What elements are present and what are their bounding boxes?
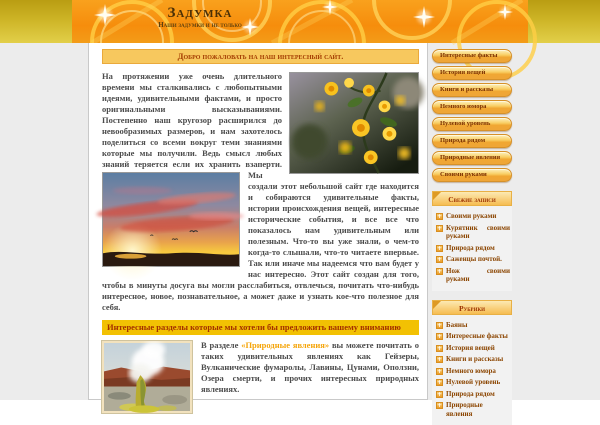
plus-bullet-icon: + [436, 356, 443, 363]
plus-bullet-icon: + [436, 345, 443, 352]
rubrics-widget [432, 300, 512, 425]
sidebar [432, 49, 512, 425]
recent-posts-title: Свежие записи [432, 191, 512, 206]
sidebar-button-handmade[interactable]: Своими руками [432, 168, 512, 182]
plus-bullet-icon: + [436, 225, 443, 232]
sidebar-button-natural-phenomena[interactable]: Природные явления [432, 151, 512, 165]
sidebar-button-zero-level[interactable]: Нулевой уровень [432, 117, 512, 131]
main-content [88, 43, 428, 400]
rubrics-title: Рубрики [432, 300, 512, 315]
sidebar-button-humor[interactable]: Немного юмора [432, 100, 512, 114]
sidebar-button-history-of-things[interactable]: История вещей [432, 66, 512, 80]
plus-bullet-icon: + [436, 333, 443, 340]
recent-post-link[interactable]: + Природа рядом [436, 244, 510, 253]
recent-posts-widget [432, 191, 512, 291]
rubric-link[interactable]: + История вещей [436, 344, 510, 353]
sidebar-button-interesting-facts[interactable]: Интересные факты [432, 49, 512, 63]
recent-post-link[interactable]: + Своими руками [436, 212, 510, 221]
plus-bullet-icon: + [436, 268, 443, 275]
welcome-banner: Добро пожаловать на наш интересный сайт. [102, 49, 419, 64]
rubric-link[interactable]: + Немного юмора [436, 367, 510, 376]
rubric-link[interactable]: + Интересные факты [436, 332, 510, 341]
plus-bullet-icon: + [436, 391, 443, 398]
intro-section [102, 71, 419, 313]
sections-header-bar: Интересные разделы которые мы хотели бы предложить вашему вниманию [102, 320, 419, 335]
header [0, 0, 600, 43]
recent-post-link[interactable]: + Нож своими руками [436, 267, 510, 284]
intro-paragraph: На протяжении уже очень длительного времени мы сталкивались с любопытными идеями, удивительными фактами, и просто оригинальными высказываниями. Постепенно наш кругозор расширился до невообразимых размеров, и нам захотелось поделиться со всеми вокруг теми знаниями которые мы получили. Ведь смысл любых знаний теряется если их хранить взаперти. [102, 71, 282, 169]
plus-bullet-icon: + [436, 402, 443, 409]
rubric-link[interactable]: + Баяны [436, 321, 510, 330]
sidebar-button-nature-nearby[interactable]: Природа рядом [432, 134, 512, 148]
yellow-flowers-photo [289, 72, 419, 174]
plus-bullet-icon: + [436, 213, 443, 220]
plus-bullet-icon: + [436, 368, 443, 375]
site-subtitle: Наши задумки и не только [100, 21, 300, 29]
recent-post-link[interactable]: + Курятник своими руками [436, 224, 510, 241]
site-title[interactable]: Задумка [100, 5, 300, 21]
rubric-link[interactable]: + Нулевой уровень [436, 378, 510, 387]
sidebar-button-books-stories[interactable]: Книги и рассказы [432, 83, 512, 97]
about-paragraph: Мы создали этот небольшой сайт где находится и собираются удивительные факты, истории происхождения вещей, интересные исторические события, и все все что показалось нам удивительным или полезным. Что-то вы уже знали, о чем-то когда-то слышали, что-то читаете впервые. Так или иначе мы надеемся что вам будет у нас интересно. Этот сайт создан для того, чтобы в минуты досуга вы могли расслабиться, отвлечься, почитать что-нибудь интересное, новое, познавательное, а может даже и узнать кое-что полезное для себя. [102, 170, 419, 312]
rubric-link[interactable]: + Природные явления [436, 401, 510, 418]
rubric-link[interactable]: + Природа рядом [436, 390, 510, 399]
plus-bullet-icon: + [436, 256, 443, 263]
sunset-sky-photo [102, 172, 240, 267]
nature-text-after: вы можете почитать о таких удивительных явлениях как Гейзеры, Вулканические фумаролы, Лавины, Цунами, Оползни, Озера смерти, и прочих интересных природных явлениях. [201, 340, 419, 394]
rubric-link[interactable]: + Книги и рассказы [436, 355, 510, 364]
plus-bullet-icon: + [436, 322, 443, 329]
plus-bullet-icon: + [436, 245, 443, 252]
geyser-fumarole-photo [102, 341, 192, 413]
plus-bullet-icon: + [436, 379, 443, 386]
recent-post-link[interactable]: + Саженцы почтой. [436, 255, 510, 264]
nature-section [102, 340, 419, 395]
nature-text-before: В разделе [201, 340, 241, 350]
nature-section-link[interactable]: «Природные явления» [241, 340, 329, 350]
